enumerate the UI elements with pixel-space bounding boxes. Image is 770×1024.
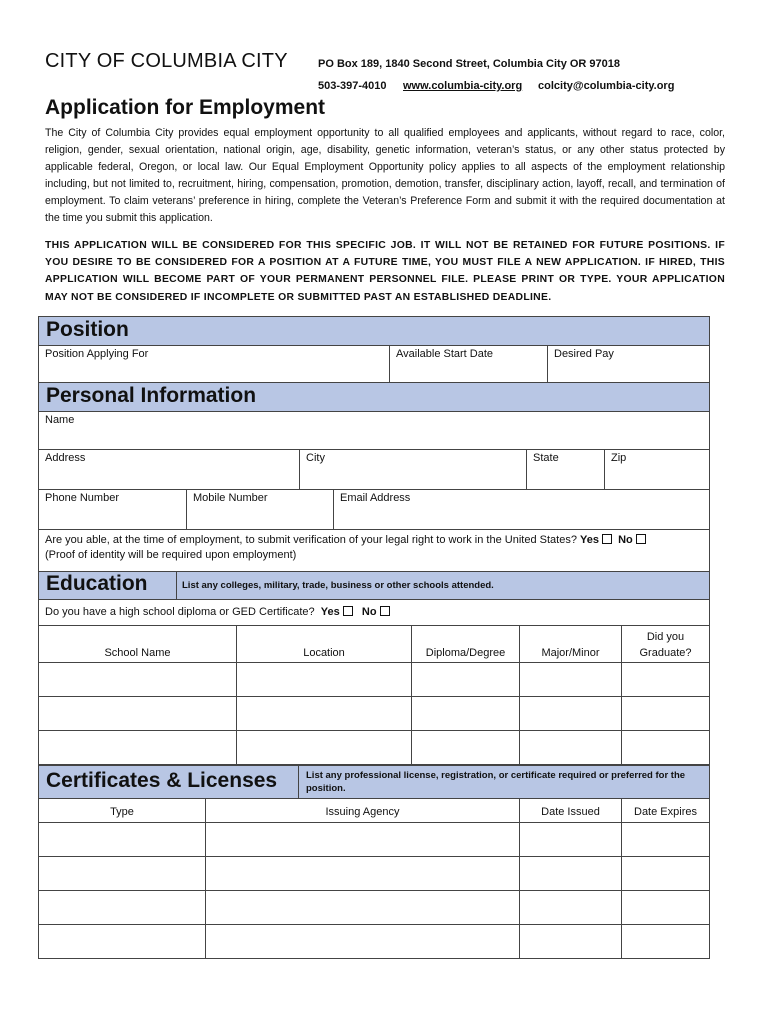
certificate-row-cell[interactable] xyxy=(621,924,710,959)
certificates-instruction: List any professional license, registration, or certificate required or preferred for the position. xyxy=(306,770,686,794)
certificate-row-cell[interactable] xyxy=(621,856,710,891)
desired-pay-field[interactable] xyxy=(547,345,710,383)
education-row-cell[interactable] xyxy=(411,730,520,765)
certificate-row-cell[interactable] xyxy=(519,856,622,891)
application-notice: THIS APPLICATION WILL BE CONSIDERED FOR THIS SPECIFIC JOB. IT WILL NOT BE RETAINED FOR FUTURE POSITIONS. IF YOU DESIRE TO BE CONSIDERED FOR A POSITION AT A FUTURE TIME, YOU MUST FILE A NEW APPLICATION. IF HIRED, THIS APPLICATION WILL BECOME PART OF YOUR PERMANENT PERSONNEL FILE. PLEASE PRINT OR TYPE. YOUR APPLICATION MAY NOT BE CONSIDERED IF INCOMPLETE OR SUBMITTED PAST AN ESTABLISHED DEADLINE. xyxy=(45,240,725,303)
cert-col-type-label: Type xyxy=(110,806,134,818)
eeo-statement: The City of Columbia City provides equal employment opportunity to all qualified employees and applicants, without regard to race, color, religion, gender, sexual orientation, national origin, age, disability, genetic information, veteran’s status, or any other status protected by applicable federal, Oregon, or local law. Our Equal Employment Opportunity policy applies to all aspects of the employment relationship including, but not limited to, recruitment, hiring, compensation, promotion, demotion, transfer, disciplinary action, layoff, recall, and termination of employment. To claim veterans’ preference in hiring, complete the Veteran’s Preference Form and submit it with the required documentation at the time you submit this application. xyxy=(45,127,725,224)
diploma-row xyxy=(38,599,710,626)
certificate-row-cell[interactable] xyxy=(205,890,520,925)
city-label: City xyxy=(306,452,325,464)
education-row-cell[interactable] xyxy=(38,662,237,697)
education-col-degree-label: Diploma/Degree xyxy=(425,647,506,659)
certificate-row-cell[interactable] xyxy=(519,924,622,959)
education-col-location-label: Location xyxy=(303,647,345,659)
phone-label: Phone Number xyxy=(45,492,119,504)
education-row-cell[interactable] xyxy=(38,730,237,765)
position-section-title: Position xyxy=(46,318,129,341)
diploma-yes-label: Yes xyxy=(320,606,340,618)
work-eligibility-yes-label: Yes xyxy=(580,534,599,546)
work-eligibility-yes-checkbox[interactable] xyxy=(602,534,612,544)
education-col-location xyxy=(236,625,412,663)
address-field[interactable] xyxy=(38,449,300,490)
state-field[interactable] xyxy=(526,449,605,490)
proof-note: (Proof of identity will be required upon employment) xyxy=(45,549,297,561)
education-row-cell[interactable] xyxy=(519,730,622,765)
start-date-field[interactable] xyxy=(389,345,548,383)
education-row-cell[interactable] xyxy=(411,696,520,731)
diploma-no-label: No xyxy=(361,606,377,618)
work-eligibility-question xyxy=(45,534,646,546)
education-row-cell[interactable] xyxy=(38,696,237,731)
work-eligibility-row xyxy=(38,529,710,572)
state-label: State xyxy=(533,452,559,464)
org-address: PO Box 189, 1840 Second Street, Columbia City OR 97018 xyxy=(318,58,621,70)
name-label: Name xyxy=(45,414,75,426)
education-row-cell[interactable] xyxy=(236,662,412,697)
certificate-row-cell[interactable] xyxy=(205,924,520,959)
zip-field[interactable] xyxy=(604,449,710,490)
email-field[interactable] xyxy=(333,489,710,530)
position-section-header xyxy=(38,316,710,346)
cert-col-agency-label: Issuing Agency xyxy=(325,806,400,818)
position-field[interactable] xyxy=(38,345,390,383)
org-name: CITY OF COLUMBIA CITY xyxy=(45,50,288,72)
education-header-divider xyxy=(176,572,177,599)
certificate-row-cell[interactable] xyxy=(38,856,206,891)
education-row-cell[interactable] xyxy=(621,662,710,697)
certificate-row-cell[interactable] xyxy=(519,890,622,925)
diploma-no-checkbox[interactable] xyxy=(380,606,390,616)
cert-col-issued-label: Date Issued xyxy=(541,806,600,818)
education-col-school xyxy=(38,625,237,663)
cert-col-expires xyxy=(621,798,710,823)
education-row-cell[interactable] xyxy=(519,662,622,697)
cert-col-type xyxy=(38,798,206,823)
cert-col-agency xyxy=(205,798,520,823)
education-instruction: List any colleges, military, trade, business or other schools attended. xyxy=(182,580,494,591)
work-eligibility-text: Are you able, at the time of employment, to submit verification of your legal right to work in the United States? xyxy=(45,534,577,546)
education-row-cell[interactable] xyxy=(236,730,412,765)
certificate-row-cell[interactable] xyxy=(205,856,520,891)
diploma-yes-checkbox[interactable] xyxy=(343,606,353,616)
work-eligibility-no-checkbox[interactable] xyxy=(636,534,646,544)
certificate-row-cell[interactable] xyxy=(621,822,710,857)
personal-section-header xyxy=(38,382,710,412)
certificate-row-cell[interactable] xyxy=(205,822,520,857)
address-label: Address xyxy=(45,452,86,464)
name-field[interactable] xyxy=(38,411,710,450)
document-title: Application for Employment xyxy=(45,96,326,119)
education-row-cell[interactable] xyxy=(621,696,710,731)
mobile-field[interactable] xyxy=(186,489,334,530)
website-link[interactable]: www.columbia-city.org xyxy=(403,80,523,92)
certificate-row-cell[interactable] xyxy=(38,924,206,959)
certificates-header-divider xyxy=(298,766,299,798)
start-date-label: Available Start Date xyxy=(396,348,494,360)
diploma-question xyxy=(45,606,390,618)
personal-section-title: Personal Information xyxy=(46,384,257,407)
cert-col-expires-label: Date Expires xyxy=(634,806,697,818)
certificate-row-cell[interactable] xyxy=(519,822,622,857)
education-col-school-label: School Name xyxy=(104,647,171,659)
email-label: Email Address xyxy=(340,492,411,504)
position-label: Position Applying For xyxy=(45,348,149,360)
education-col-degree xyxy=(411,625,520,663)
certificate-row-cell[interactable] xyxy=(621,890,710,925)
zip-label: Zip xyxy=(611,452,627,464)
desired-pay-label: Desired Pay xyxy=(554,348,614,360)
education-col-major xyxy=(519,625,622,663)
certificates-section-header xyxy=(38,765,710,799)
education-row-cell[interactable] xyxy=(621,730,710,765)
education-row-cell[interactable] xyxy=(411,662,520,697)
education-row-cell[interactable] xyxy=(519,696,622,731)
education-section-header xyxy=(38,571,710,600)
certificate-row-cell[interactable] xyxy=(38,890,206,925)
mobile-label: Mobile Number xyxy=(193,492,268,504)
education-col-graduated xyxy=(621,625,710,663)
certificate-row-cell[interactable] xyxy=(38,822,206,857)
certificates-section-title: Certificates & Licenses xyxy=(46,769,278,792)
city-field[interactable] xyxy=(299,449,527,490)
education-col-major-label: Major/Minor xyxy=(541,647,600,659)
org-email: colcity@columbia-city.org xyxy=(538,80,675,92)
education-row-cell[interactable] xyxy=(236,696,412,731)
education-section-title: Education xyxy=(46,572,148,595)
work-eligibility-no-label: No xyxy=(618,534,633,546)
education-col-graduated-line1: Did you xyxy=(646,631,685,643)
org-phone: 503-397-4010 xyxy=(318,80,387,92)
phone-field[interactable] xyxy=(38,489,187,530)
cert-col-issued xyxy=(519,798,622,823)
education-col-graduated-line2: Graduate? xyxy=(639,647,692,659)
diploma-question-text: Do you have a high school diploma or GED Certificate? xyxy=(45,606,315,618)
